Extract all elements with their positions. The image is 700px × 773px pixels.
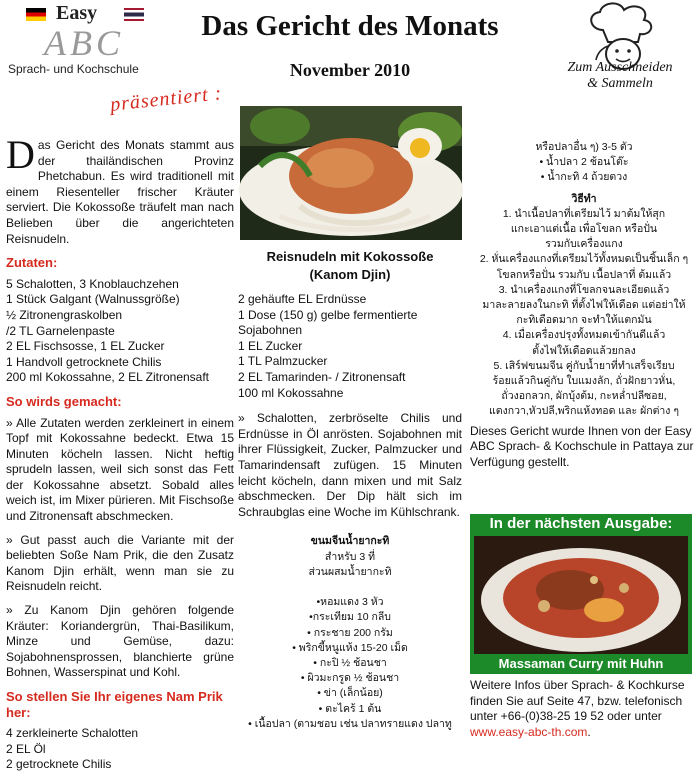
list-item: กะทิเดือดมาก จะทำให้แตกมัน bbox=[516, 314, 652, 327]
list-item: 4. เมื่อเครื่องปรุงทั้งหมดเข้ากันดีแล้ว bbox=[502, 329, 666, 342]
school-logo bbox=[6, 2, 156, 80]
recipe-title-line1: Reisnudeln mit Kokossoße bbox=[266, 249, 434, 264]
issue-month: November 2010 bbox=[289, 60, 411, 80]
list-item: 100 ml Kokossahne bbox=[238, 385, 344, 400]
list-item: หรือปลาอื่น ๆ) 3-5 ตัว bbox=[535, 141, 633, 153]
list-item: 2. หั่นเครื่องแกงที่เตรียมไว้ทั้งหมดเป็นชิ้นเล็ก ๆ bbox=[479, 253, 689, 266]
list-item: 4 zerkleinerte Schalotten bbox=[6, 726, 139, 741]
list-item: ตั้งไฟให้เดือดแล้วยกลง bbox=[532, 344, 636, 357]
massaman-curry-photo bbox=[474, 536, 688, 654]
kanom-djin-photo bbox=[240, 106, 462, 240]
recipe-title bbox=[238, 248, 462, 284]
list-item: 5 Schalotten, 3 Knoblauchzehen bbox=[6, 276, 179, 291]
thai-method-heading: วิธีทำ bbox=[571, 192, 597, 205]
list-item: ถั่วงอกลวก, ผักบุ้งต้ม, กะหล่ำปลีซอย, bbox=[501, 390, 667, 403]
list-item: สำหรับ 3 ที่ bbox=[324, 550, 376, 563]
website-link[interactable]: www.easy-abc-th.com bbox=[470, 724, 588, 739]
thai-method bbox=[470, 192, 698, 420]
list-item: •หอมแดง 3 หัว bbox=[316, 596, 384, 609]
list-item: • น้ำกะทิ 4 ถ้วยตวง bbox=[540, 171, 628, 184]
credit-note: Dieses Gericht wurde Ihnen von der Easy ABC Sprach- & Kochschule in Pattaya zur Verfügung gestellt. bbox=[470, 423, 694, 469]
intro-text: as Gericht des Monats stammt aus der thailändischen Provinz Phetchabun. Es wird traditionell mit einem Riesenteller frischer Kräuter serviert. Die Kokossoße träufelt man nach Belieben über die angerichteten Reisnudeln. bbox=[6, 138, 234, 246]
next-issue-title: In der nächsten Ausgabe: bbox=[489, 515, 673, 532]
list-item: ร้อยแล้วกินคู่กับ ใบแมงลัก, ถั่วฝักยาวหั่น, bbox=[492, 375, 676, 388]
method-paragraph: » Gut passt auch die Variante mit der beliebten Soße Nam Prik, die den Zusatz Kanom Djin erhält, wenn man sie zu Reisnudeln reicht. bbox=[6, 532, 234, 594]
list-item: 1 Handvoll getrocknete Chilis bbox=[6, 354, 162, 369]
list-item: 1. นำเนื้อปลาที่เตรียมไว้ มาต้มให้สุก bbox=[502, 207, 666, 220]
nam-prik-method: » Schalotten, zerbröselte Chilis und Erdnüsse in Öl anrösten. Sojabohnen mit ihrer Flüssigkeit, Zucker, Palmzucker und Tamarindensaft zufügen. 15 Minuten leicht köcheln, dann mixen und mit Salz abschmecken. Der Dip hält sich im Schraubglas eine Woche im Kühlschrank. bbox=[238, 411, 462, 519]
list-item: 5. เสิร์ฟขนมจีน คู่กับน้ำยาที่ทำเสร็จเรียบ bbox=[493, 359, 675, 372]
right-column bbox=[470, 140, 698, 470]
further-info-text: Weitere Infos über Sprach- & Kochkurse finden Sie auf Seite 47, bzw. telefonisch unter +66-(0)38-25 19 52 oder unter bbox=[470, 678, 685, 724]
list-item: • น้ำปลา 2 ช้อนโต๊ะ bbox=[539, 156, 629, 169]
list-item: แตงกวา,หัวปลี,พริกแห้งทอด และ ผักต่าง ๆ bbox=[489, 405, 679, 418]
list-item: 2 gehäufte EL Erdnüsse bbox=[238, 292, 367, 306]
list-item: 2 getrocknete Chilis bbox=[6, 757, 112, 772]
intro-paragraph bbox=[6, 132, 234, 247]
ingredients-heading: Zutaten: bbox=[6, 255, 58, 271]
method-paragraph: » Zu Kanom Djin gehören folgende Kräuter: Koriandergrün, Thai-Basilikum, Minze und Gemüse, dazu: Sojabohnensprossen, blanchierte grüne Bohnen, Wasserspinat und Kohl. bbox=[6, 603, 234, 680]
list-item: 3. นำเครื่องแกงที่โขลกจนละเอียดแล้ว bbox=[498, 283, 670, 296]
list-item: 2 EL Öl bbox=[6, 741, 46, 756]
presents-tagline: präsentiert : bbox=[109, 82, 224, 116]
list-item: • กระชาย 200 กรัม bbox=[307, 626, 393, 639]
cut-and-collect-note bbox=[540, 60, 700, 92]
thai-flag-icon bbox=[124, 8, 144, 21]
thai-recipe bbox=[238, 534, 462, 732]
further-info bbox=[470, 678, 696, 740]
left-column bbox=[6, 132, 234, 773]
cut-note-line1: Zum Ausschneiden bbox=[567, 60, 673, 75]
german-flag-icon bbox=[26, 8, 46, 21]
list-item: • ข่า (เล็กน้อย) bbox=[317, 687, 383, 700]
list-item bbox=[238, 580, 462, 595]
drop-cap: D bbox=[6, 132, 35, 177]
list-item: 2 EL Tamarinden- / Zitronensaft bbox=[238, 369, 406, 384]
further-info-end: . bbox=[587, 724, 591, 739]
list-item: /2 TL Garnelenpaste bbox=[6, 323, 115, 338]
nam-prik-ingredients bbox=[238, 292, 462, 401]
list-item: 2 EL Fischsosse, 1 EL Zucker bbox=[6, 339, 165, 354]
list-item: โขลกหรือปั่น รวมกับ เนื้อปลาที่ ต้มแล้ว bbox=[496, 268, 672, 281]
list-item: •กระเทียม 10 กลีบ bbox=[309, 611, 391, 624]
recipe-title-line2: (Kanom Djin) bbox=[309, 267, 391, 282]
cut-note-line2: & Sammeln bbox=[587, 76, 653, 91]
list-item: • กะปิ ½ ช้อนชา bbox=[313, 656, 387, 669]
namprik-list bbox=[6, 726, 234, 773]
logo-abc-text: ABC bbox=[44, 23, 124, 63]
next-issue-box bbox=[470, 514, 692, 674]
list-item: • พริกขี้หนูแห้ง 15-20 เม็ด bbox=[292, 641, 408, 654]
middle-column bbox=[238, 244, 462, 732]
list-item: 200 ml Kokossahne, 2 EL Zitronensaft bbox=[6, 370, 210, 385]
ingredients-list bbox=[6, 277, 234, 386]
method-paragraph: » Alle Zutaten werden zerkleinert in einem Topf mit Kokossahne bedeckt. Etwa 15 Minuten köcheln lassen. Nicht heftig sprudeln lassen, weil sich sonst das Fett der Kokossahne absetzt. Sobald alles weich ist, im Mixer pürieren. Mit Fischsoße und Zitronensaft abschmecken. bbox=[6, 415, 234, 524]
list-item: • เนื้อปลา (ตามชอบ เช่น ปลาทรายแดง ปลาทู bbox=[248, 717, 452, 730]
list-item: 1 EL Zucker bbox=[238, 338, 303, 353]
logo-subtitle: Sprach- und Kochschule bbox=[8, 62, 139, 76]
page-title: Das Gericht des Monats bbox=[201, 10, 499, 42]
thai-recipe-title: ขนมจีนน้ำยากะทิ bbox=[310, 535, 390, 548]
list-item: มาละลายลงในกะทิ ที่ตั้งไฟให้เดือด แต่อย่าให้ bbox=[482, 299, 686, 312]
list-item: 1 Stück Galgant (Walnussgröße) bbox=[6, 292, 180, 307]
list-item: ½ Zitronengraskolben bbox=[6, 307, 123, 322]
method-heading: So wirds gemacht: bbox=[6, 393, 122, 409]
list-item: ส่วนผสมน้ำยากะทิ bbox=[308, 565, 392, 578]
list-item: • ผิวมะกรูด ½ ช้อนชา bbox=[300, 672, 400, 685]
list-item: รวมกับเครื่องแกง bbox=[545, 238, 623, 251]
list-item: 1 TL Palmzucker bbox=[238, 354, 328, 369]
list-item: • ตะไคร้ 1 ต้น bbox=[318, 702, 382, 715]
next-issue-caption: Massaman Curry mit Huhn bbox=[498, 656, 664, 671]
namprik-heading: So stellen Sie Ihr eigenes Nam Prik her: bbox=[6, 689, 223, 720]
thai-ingredients-cont bbox=[470, 140, 698, 186]
list-item: 1 Dose (150 g) gelbe fermentierte Sojabohnen bbox=[238, 307, 418, 338]
logo-easy-text: Easy bbox=[56, 2, 98, 24]
list-item: แกะเอาแต่เนื้อ เพื่อโขลก หรือปั่น bbox=[510, 223, 658, 236]
